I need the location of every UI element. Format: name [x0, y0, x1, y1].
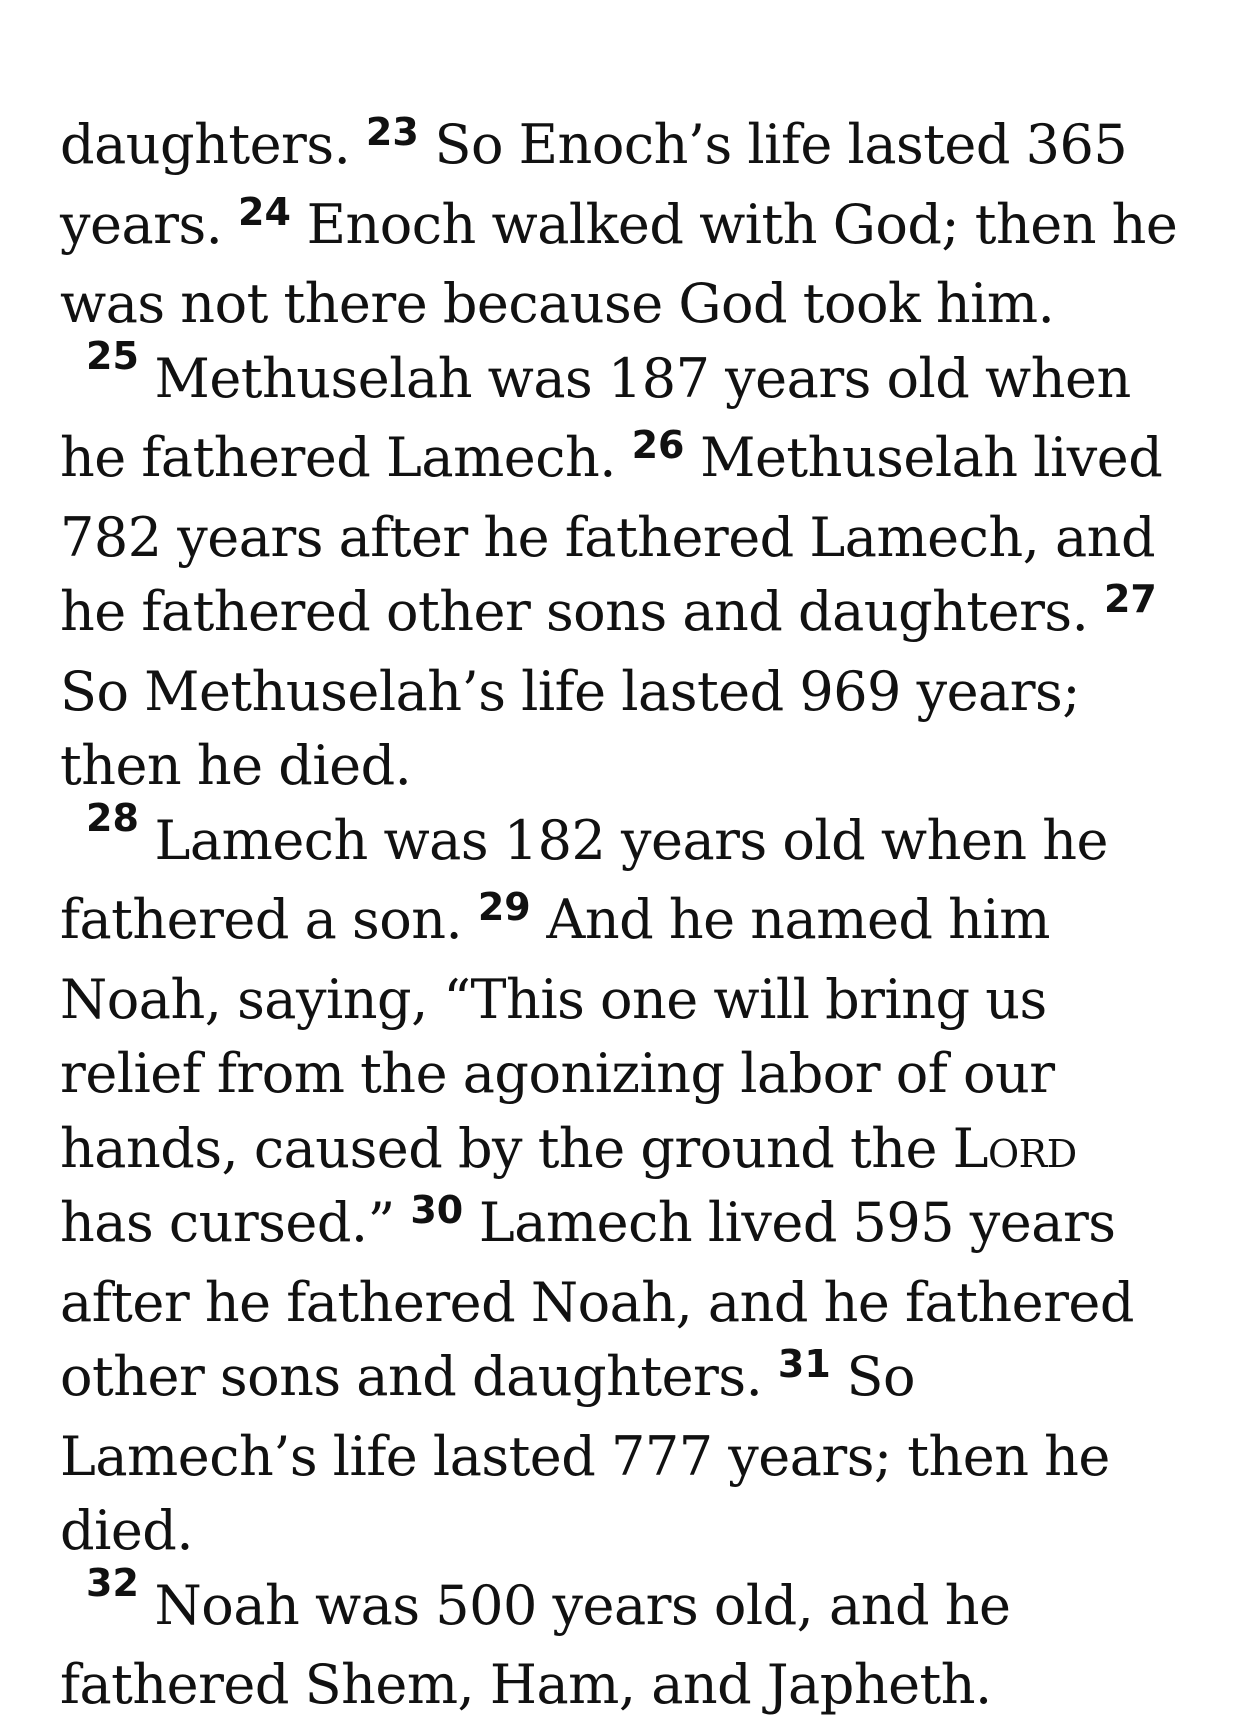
verse-number-26[interactable]: 26: [631, 423, 685, 467]
paragraph-lamech: [60, 795, 1180, 1569]
verse-text: Lamech lived 595 years after he fathered Noah, and he fathered other sons and daughters.: [60, 1191, 1134, 1408]
verse-text: So Enoch’s life lasted 365 years.: [60, 113, 1128, 256]
verse-number-25[interactable]: 25: [86, 333, 139, 378]
verse-number-30[interactable]: 30: [410, 1188, 464, 1232]
verse-number-31[interactable]: 31: [777, 1342, 831, 1386]
verse-number-32[interactable]: 32: [86, 1560, 139, 1605]
verse-text: Enoch walked with God; then he was not there because God took him.: [60, 192, 1178, 335]
verse-text: So Lamech’s life lasted 777 years; then he died.: [60, 1345, 1110, 1562]
verse-text: Lamech was 182 years old when he fathered a son.: [60, 808, 1108, 951]
paragraph-noah: [60, 1560, 1180, 1723]
verse-number-29[interactable]: 29: [477, 885, 531, 929]
verse-text: Noah was 500 years old, and he fathered Shem, Ham, and Japheth.: [60, 1573, 1011, 1716]
verse-number-23[interactable]: 23: [365, 110, 419, 154]
paragraph-methuselah: [60, 333, 1180, 804]
divine-name-lord: Lord: [952, 1116, 1077, 1180]
verse-text: Methuselah lived 782 years after he fathered Lamech, and he fathered other sons and daughters.: [60, 426, 1163, 643]
paragraph-enoch: [60, 108, 1180, 342]
verse-text: And he named him Noah, saying, “This one will bring us relief from the agonizing labor of our hands, caused by the ground the: [60, 888, 1055, 1180]
verse-text: has cursed.”: [60, 1191, 411, 1254]
verse-text: So Methuselah’s life lasted 969 years; then he died.: [60, 659, 1080, 797]
verse-number-24[interactable]: 24: [238, 189, 291, 234]
verse-number-27[interactable]: 27: [1103, 577, 1157, 621]
verse-text: daughters.: [60, 113, 366, 176]
verse-text: Methuselah was 187 years old when he fathered Lamech.: [60, 346, 1131, 489]
verse-number-28[interactable]: 28: [86, 795, 139, 840]
reading-page: [60, 108, 1180, 1723]
